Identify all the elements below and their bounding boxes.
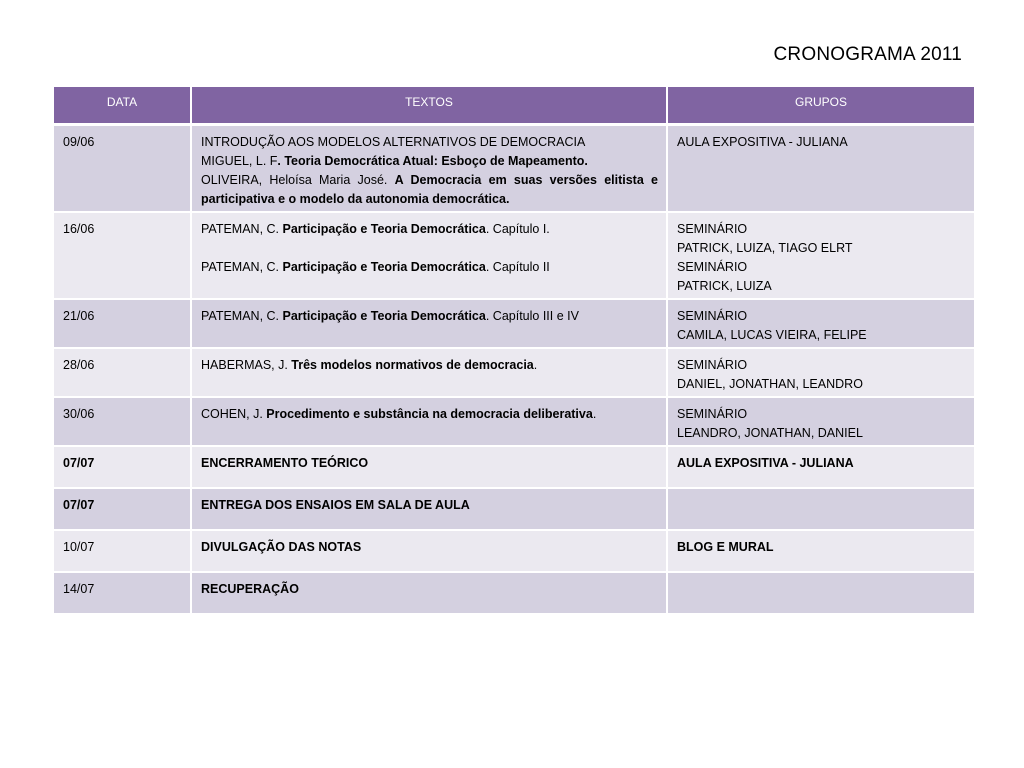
- table-row: [53, 124, 975, 212]
- group-line: CAMILA, LUCAS VIEIRA, FELIPE: [677, 327, 867, 342]
- row-date: 30/06: [53, 397, 191, 446]
- row-texts: [191, 299, 667, 348]
- group-line: DANIEL, JONATHAN, LEANDRO: [677, 376, 863, 391]
- row-groups: AULA EXPOSITIVA - JULIANA: [667, 446, 975, 488]
- row-groups: [667, 124, 975, 212]
- group-line: PATRICK, LUIZA: [677, 278, 772, 293]
- group-line: SEMINÁRIO: [677, 221, 748, 236]
- group-line: PATRICK, LUIZA, TIAGO ELRT: [677, 240, 853, 255]
- schedule-table: [52, 85, 976, 615]
- text-line: HABERMAS, J. Três modelos normativos de democracia.: [201, 357, 538, 372]
- table-row: [53, 530, 975, 572]
- group-line: LEANDRO, JONATHAN, DANIEL: [677, 425, 863, 440]
- text-line: OLIVEIRA, Heloísa Maria José. A Democracia em suas versões elitista e participativa e o modelo da autonomia democrática.: [201, 172, 658, 206]
- row-texts: RECUPERAÇÃO: [191, 572, 667, 614]
- row-groups: [667, 299, 975, 348]
- row-date: 07/07: [53, 446, 191, 488]
- row-groups: [667, 212, 975, 299]
- row-date: 14/07: [53, 572, 191, 614]
- row-date: 21/06: [53, 299, 191, 348]
- row-texts: [191, 397, 667, 446]
- table-row: [53, 572, 975, 614]
- row-texts: ENTREGA DOS ENSAIOS EM SALA DE AULA: [191, 488, 667, 530]
- text-line: MIGUEL, L. F. Teoria Democrática Atual: Esboço de Mapeamento.: [201, 153, 588, 168]
- row-date: 09/06: [53, 124, 191, 212]
- row-texts: DIVULGAÇÃO DAS NOTAS: [191, 530, 667, 572]
- table-row: [53, 446, 975, 488]
- row-groups: BLOG E MURAL: [667, 530, 975, 572]
- text-line: INTRODUÇÃO AOS MODELOS ALTERNATIVOS DE DEMOCRACIA: [201, 134, 586, 149]
- header-texts: TEXTOS: [191, 86, 667, 124]
- group-line: SEMINÁRIO: [677, 259, 748, 274]
- group-line: SEMINÁRIO: [677, 406, 748, 421]
- text-line: PATEMAN, C. Participação e Teoria Democrática. Capítulo III e IV: [201, 308, 579, 323]
- row-groups: [667, 572, 975, 614]
- text-line: PATEMAN, C. Participação e Teoria Democrática. Capítulo II: [201, 259, 550, 274]
- table-row: [53, 299, 975, 348]
- row-groups: [667, 348, 975, 397]
- row-texts: ENCERRAMENTO TEÓRICO: [191, 446, 667, 488]
- row-texts: [191, 348, 667, 397]
- text-line: PATEMAN, C. Participação e Teoria Democrática. Capítulo I.: [201, 221, 550, 236]
- table-row: [53, 397, 975, 446]
- row-groups: [667, 488, 975, 530]
- row-date: 16/06: [53, 212, 191, 299]
- row-date: 10/07: [53, 530, 191, 572]
- row-date: 28/06: [53, 348, 191, 397]
- header-date: DATA: [53, 86, 191, 124]
- page-title: CRONOGRAMA 2011: [773, 44, 962, 65]
- group-line: AULA EXPOSITIVA - JULIANA: [677, 134, 848, 149]
- row-groups: [667, 397, 975, 446]
- table-row: [53, 488, 975, 530]
- group-line: SEMINÁRIO: [677, 357, 748, 372]
- row-texts: [191, 212, 667, 299]
- group-line: SEMINÁRIO: [677, 308, 748, 323]
- table-row: [53, 212, 975, 299]
- table-row: [53, 348, 975, 397]
- header-groups: GRUPOS: [667, 86, 975, 124]
- table-header-row: [53, 86, 975, 124]
- row-texts: [191, 124, 667, 212]
- text-line: COHEN, J. Procedimento e substância na democracia deliberativa.: [201, 406, 597, 421]
- row-date: 07/07: [53, 488, 191, 530]
